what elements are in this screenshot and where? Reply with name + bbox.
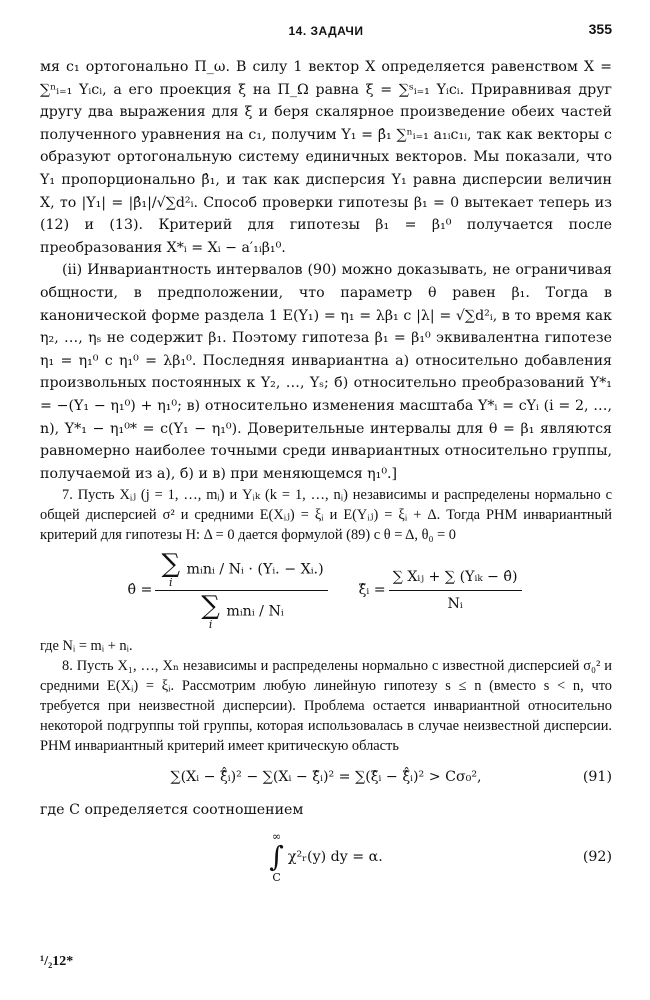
page-header: [40, 0, 612, 56]
equation-91: [40, 766, 612, 789]
signature-mark: ¹/₂12*: [40, 954, 74, 970]
problem-8: 8. Пусть X₁, …, Xₙ независимы и распределены нормально с известной дисперсией σ₀² и средними E(Xᵢ) = ξᵢ. Рассмотрим любую линейную гипотезу s ≤ n (вместо s < n, что требуется при неизвестной дисперсии). Проблема остается инвариантной относительно некоторой подгруппы той группы, которая использовалась в случае неизвестной дисперсии. РНМ инвариантный критерий имеет критическую область: [40, 658, 612, 755]
n-definition: где Nᵢ = mᵢ + nᵢ.: [40, 638, 133, 655]
theta-numerator-text: mᵢnᵢ / Nᵢ · (Yᵢ. − Xᵢ.): [186, 561, 324, 578]
theta-fraction: [155, 551, 327, 630]
paragraph-proof-end: мя c₁ ортогонально Π_ω. В силу 1 вектор X определяется равенством X = ∑ⁿᵢ₌₁ Yᵢcᵢ, а его проекция ξ на Π_Ω равна ξ = ∑ˢᵢ₌₁ Yᵢcᵢ. Приравнивая друг другу два выражения для ξ и беря скалярное произведение обеих частей полученного уравнения на c₁, получим Y₁ = β̂₁ ∑ⁿᵢ₌₁ a₁ᵢc₁ᵢ, так как векторы c образуют ортогональную систему единичных векторов. Мы показали, что Y₁ пропорционально β̂₁, и так как дисперсия Y₁ равна дисперсии величин X, то |Y₁| = |β̂₁|/√∑d²ᵢ. Способ проверки гипотезы β₁ = 0 вытекает теперь из (12) и (13). Критерий для гипотезы β₁ = β₁⁰ получается после преобразования X*ᵢ = Xᵢ − a′₁ᵢβ₁⁰.: [40, 59, 612, 256]
formula-theta-xi: [40, 551, 612, 630]
paragraph-ii: (ii) Инвариантность интервалов (90) можно доказывать, не ограничивая общности, в предположении, что параметр θ равен β₁. Тогда в канонической форме раздела 1 E(Y₁) = η₁ = λβ₁ с |λ| = √∑d²ᵢ, в то время как η₂, …, ηₛ не содержит β₁. Поэтому гипотеза β₁ = β₁⁰ эквивалентна гипотезе η₁ = η₁⁰ с η₁⁰ = λβ₁⁰. Последняя инвариантна а) относительно добавления произвольных постоянных к Y₂, …, Yₛ; б) относительно преобразований Y*₁ = −(Y₁ − η₁⁰) + η₁⁰; в) относительно изменения масштаба Y*ᵢ = cYᵢ (i = 2, …, n), Y*₁ − η₁⁰* = c(Y₁ − η₁⁰). Доверительные интервалы для θ = β₁ являются равномерно наиболее точными среди инвариантных относительно группы, получаемой из а), б) и в) при меняющемся η₁⁰.]: [40, 262, 612, 482]
equation-91-body: ∑(Xᵢ − ξ̂̂ᵢ)² − ∑(Xᵢ − ξ̂ᵢ)² = ∑(ξ̂ᵢ − ξ̂̂ᵢ)² > Cσ₀²,: [170, 769, 482, 786]
equation-92-number: (92): [582, 849, 612, 866]
problem-7: 7. Пусть Xᵢⱼ (j = 1, …, mᵢ) и Yᵢₖ (k = 1, …, nᵢ) независимы и распределены нормально с общей дисперсией σ² и средними E(Xᵢⱼ) = ξᵢ и E(Yᵢⱼ) = ξᵢ + Δ. Тогда РНМ инвариантный критерий для гипотезы H: Δ = 0 дается формулой (89) с θ = Δ, θ₀ = 0: [40, 487, 612, 544]
integral-upper-limit: ∞: [271, 830, 282, 844]
equation-92: [40, 831, 612, 883]
page-number: 355: [588, 21, 612, 37]
theta-denominator-text: mᵢnᵢ / Nᵢ: [226, 603, 284, 620]
xi-denominator: Nᵢ: [447, 596, 463, 613]
theta-denominator: ∑ i mᵢnᵢ / Nᵢ: [201, 591, 284, 632]
equation-92-body: χ²ᵣ(y) dy = α.: [287, 849, 383, 866]
integral-sign: ∞ ∫ C: [269, 830, 284, 885]
c-definition: где C определяется соотношением: [40, 801, 304, 818]
integral-lower-limit: C: [272, 871, 281, 885]
theta-numerator: ∑ i mᵢnᵢ / Nᵢ · (Yᵢ. − Xᵢ.): [155, 551, 327, 591]
theta-lhs: θ̂ =: [127, 582, 153, 599]
xi-fraction: [389, 566, 522, 616]
equation-91-number: (91): [582, 769, 612, 786]
xi-lhs: ξ̂ᵢ =: [358, 582, 386, 599]
running-head: 14. ЗАДАЧИ: [288, 24, 364, 38]
xi-numerator: ∑ Xᵢⱼ + ∑ (Yᵢₖ − θ̂): [389, 566, 522, 592]
